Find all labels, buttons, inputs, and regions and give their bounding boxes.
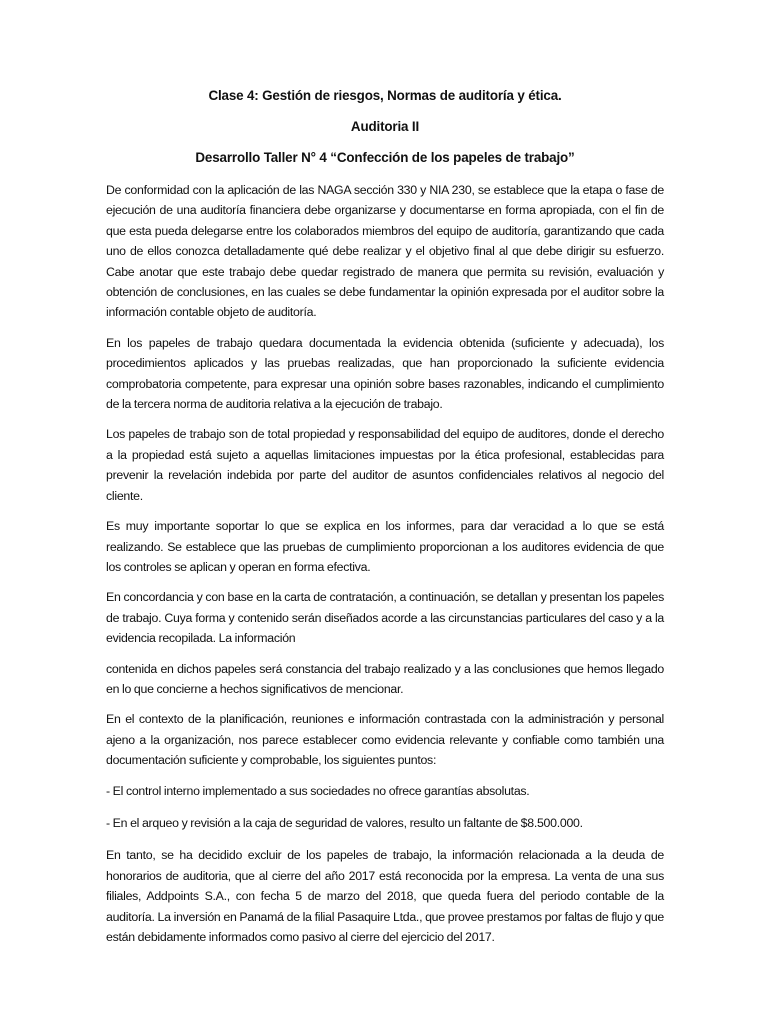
document-body (106, 180, 664, 947)
document-title: Clase 4: Gestión de riesgos, Normas de auditoría y ética. (208, 88, 562, 103)
paragraph-constancia: contenida en dichos papeles será constancia del trabajo realizado y a las conclusiones que hemos llegado en lo que concierne a hechos significativos de mencionar. (106, 661, 664, 696)
course-title: Auditoria II (350, 119, 420, 134)
paragraph-naga: De conformidad con la aplicación de las NAGA sección 330 y NIA 230, se establece que la etapa o fase de ejecución de una auditoría financiera debe organizarse y documentarse en forma apropiada, con el fin de que esta pueda delegarse entre los colaborados miembros del equipo de auditoría, garantizando que cada uno de ellos conozca detalladamente qué debe realizar y el objetivo final al que debe dirigir su esfuerzo. Cabe anotar que este trabajo debe quedar registrado de manera que permita su revisión, evaluación y obtención de conclusiones, en las cuales se debe fundamentar la opinión expresada por el auditor sobre la información contable objeto de auditoría. (106, 183, 664, 320)
workshop-title: Desarrollo Taller N° 4 “Confección de los papeles de trabajo” (195, 150, 575, 165)
paragraph-exclusiones: En tanto, se ha decidido excluir de los papeles de trabajo, la información relacionada a la deuda de honorarios de auditoria, que al cierre del año 2017 está reconocida por la empresa. La venta de una sus filiales, Addpoints S.A., con fecha 5 de marzo del 2018, que queda fuera del periodo contable de la auditoría. La inversión en Panamá de la filial Pasaquire Ltda., que provee prestamos por faltas de flujo y que están debidamente informados como pasivo al cierre del ejercicio del 2017. (106, 848, 664, 944)
list-item-arqueo: - En el arqueo y revisión a la caja de seguridad de valores, resulto un faltante de $8.500.000. (106, 815, 583, 830)
list-item-control-interno: - El control interno implementado a sus sociedades no ofrece garantías absolutas. (106, 783, 530, 798)
paragraph-concordancia: En concordancia y con base en la carta de contratación, a continuación, se detallan y presentan los papeles de trabajo. Cuya forma y contenido serán diseñados acorde a las circunstancias particulares del caso y a la evidencia recopilada. La información (106, 590, 664, 646)
paragraph-informes: Es muy importante soportar lo que se explica en los informes, para dar veracidad a lo que se está realizando. Se establece que las pruebas de cumplimiento proporcionan a los auditores evidencia de que los controles se aplican y operan en forma efectiva. (106, 519, 664, 574)
document-content (106, 88, 664, 957)
paragraph-planificacion: En el contexto de la planificación, reuniones e información contrastada con la administración y personal ajeno a la organización, nos parece establecer como evidencia relevante y confiable como también una documentación suficiente y comprobable, los siguientes puntos: (106, 712, 664, 768)
paragraph-propiedad: Los papeles de trabajo son de total propiedad y responsabilidad del equipo de auditores, donde el derecho a la propiedad está sujeto a aquellas limitaciones impuestas por la ética profesional, establecidas para prevenir la revelación indebida por parte del auditor de asuntos confidenciales relativos al negocio del cliente. (106, 427, 664, 503)
paragraph-evidencia: En los papeles de trabajo quedara documentada la evidencia obtenida (suficiente y adecuada), los procedimientos aplicados y las pruebas realizadas, que han proporcionado la suficiente evidencia comprobatoria competente, para expresar una opinión sobre bases razonables, indicando el cumplimiento de la tercera norma de auditoria relativa a la ejecución de trabajo. (106, 335, 664, 412)
